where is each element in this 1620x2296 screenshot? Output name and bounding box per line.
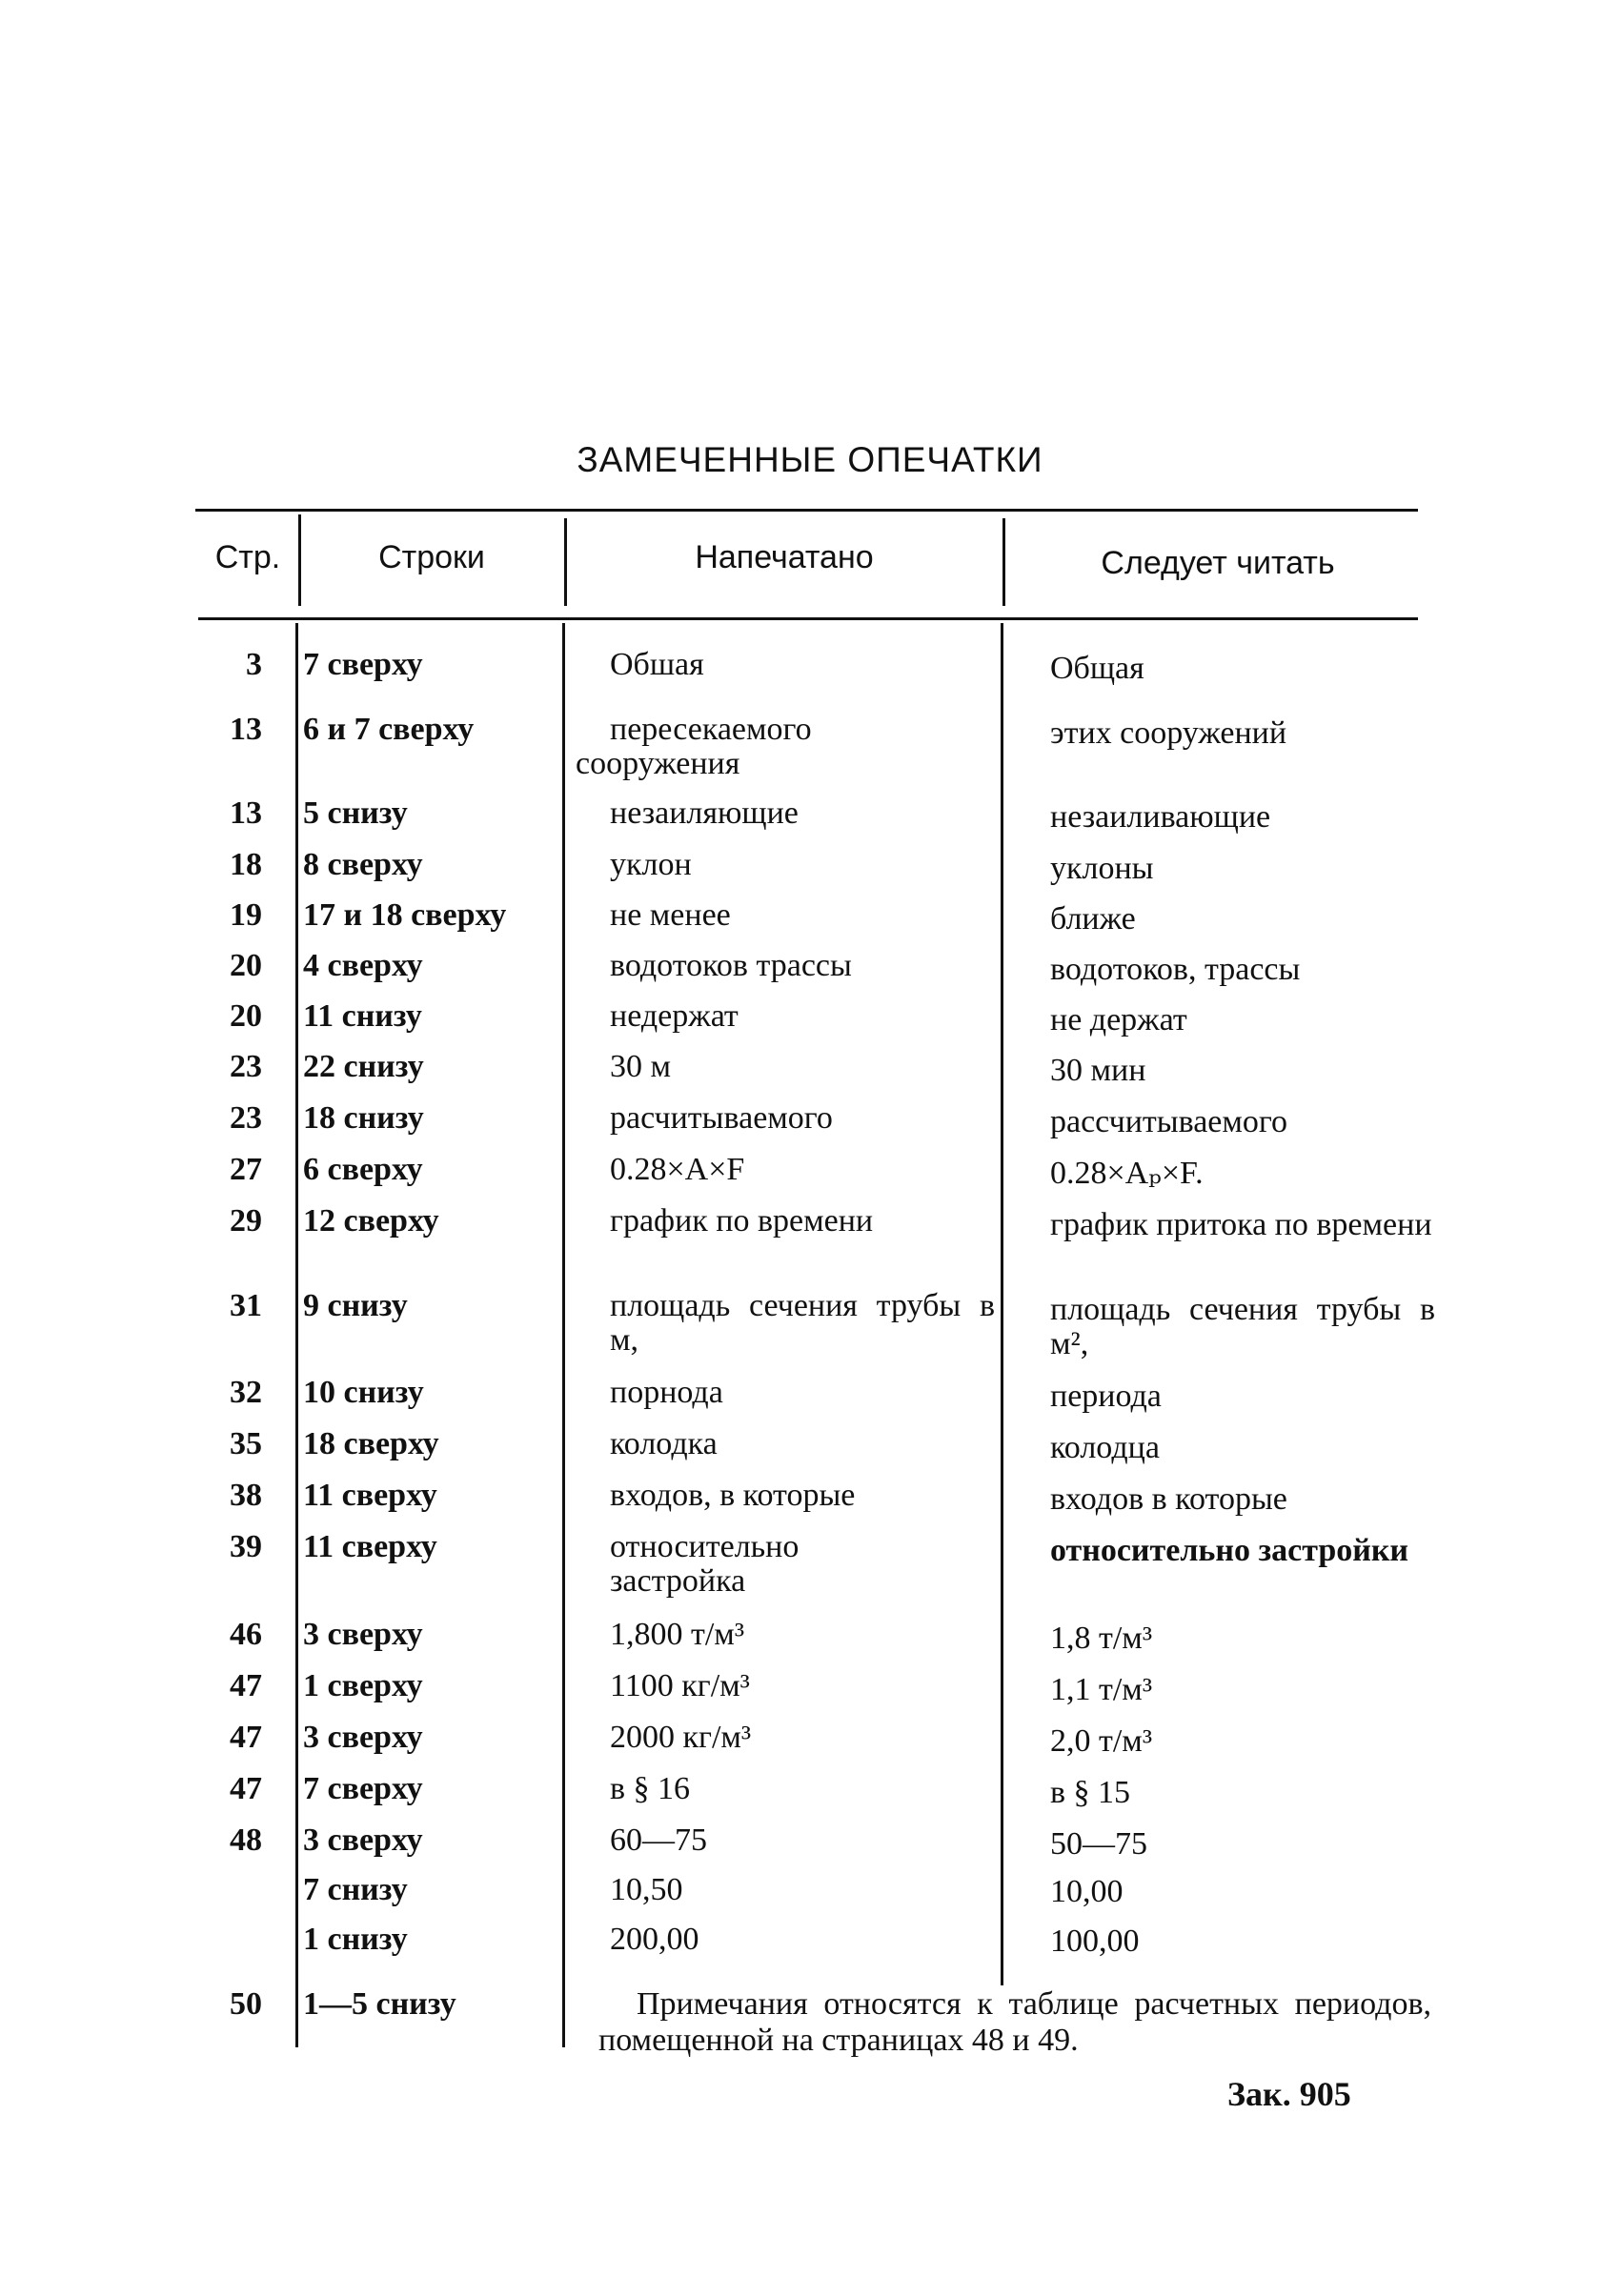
- cell-correct: водотоков, трассы: [1050, 952, 1301, 987]
- cell-page: 50: [230, 1986, 262, 2022]
- cell-printed: площадь сечения трубы в м,: [610, 1288, 995, 1358]
- cell-page: 47: [230, 1771, 262, 1806]
- cell-correct: Общая: [1050, 651, 1144, 686]
- cell-lines: 7 сверху: [303, 647, 423, 682]
- cell-printed: водотоков трассы: [610, 948, 852, 983]
- header-divider-2: [564, 518, 567, 606]
- cell-page: 20: [230, 948, 262, 983]
- cell-lines: 8 сверху: [303, 847, 423, 882]
- cell-lines: 11 снизу: [303, 998, 422, 1034]
- cell-correct: уклоны: [1050, 851, 1154, 886]
- cell-page: 32: [230, 1375, 262, 1410]
- cell-printed: недержат: [610, 998, 739, 1034]
- cell-page: 38: [230, 1478, 262, 1513]
- page-title: ЗАМЕЧЕННЫЕ ОПЕЧАТКИ: [577, 440, 1043, 479]
- cell-page: 35: [230, 1426, 262, 1461]
- header-lines: Строки: [378, 539, 485, 575]
- cell-printed: 0.28×A×F: [610, 1152, 745, 1187]
- cell-page: 47: [230, 1668, 262, 1703]
- header-divider-3: [1002, 518, 1005, 606]
- cell-printed: 200,00: [610, 1922, 699, 1957]
- cell-lines: 7 сверху: [303, 1771, 423, 1806]
- cell-correct: периода: [1050, 1379, 1162, 1414]
- cell-page: 39: [230, 1529, 262, 1564]
- cell-page: 46: [230, 1617, 262, 1652]
- header-correct: Следует читать: [1101, 545, 1335, 581]
- cell-correct: колодца: [1050, 1430, 1160, 1465]
- cell-printed: относительно застройка: [610, 1529, 800, 1599]
- cell-correct: 30 мин: [1050, 1053, 1146, 1088]
- cell-correct: 0.28×Aₚ×F.: [1050, 1156, 1204, 1191]
- cell-page: 13: [230, 712, 262, 747]
- cell-correct: 2,0 т/м³: [1050, 1723, 1153, 1759]
- cell-printed: [576, 713, 995, 781]
- cell-correct: 100,00: [1050, 1923, 1140, 1959]
- cell-printed: 60—75: [610, 1823, 707, 1858]
- cell-lines: 5 снизу: [303, 796, 408, 831]
- cell-lines: 12 сверху: [303, 1203, 439, 1239]
- cell-lines: 17 и 18 сверху: [303, 897, 507, 933]
- cell-page: 31: [230, 1288, 262, 1323]
- cell-correct: рассчитываемого: [1050, 1104, 1287, 1139]
- cell-page: 13: [230, 796, 262, 831]
- table-note: Примечания относятся к таблице расчетных периодов, помещенной на страницах 48 и 49.: [598, 1986, 1431, 2058]
- cell-lines: 10 снизу: [303, 1375, 424, 1410]
- cell-page: 23: [230, 1100, 262, 1136]
- cell-printed: 10,50: [610, 1872, 683, 1907]
- cell-correct: ближе: [1050, 901, 1136, 937]
- cell-lines: 3 сверху: [303, 1720, 423, 1755]
- cell-printed: расчитываемого: [610, 1100, 833, 1136]
- cell-correct: этих сооружений: [1050, 715, 1287, 751]
- cell-lines: 7 снизу: [303, 1872, 408, 1907]
- cell-lines: 18 снизу: [303, 1100, 424, 1136]
- cell-page: 20: [230, 998, 262, 1034]
- cell-lines: 6 сверху: [303, 1152, 423, 1187]
- cell-lines: 18 сверху: [303, 1426, 439, 1461]
- cell-printed: незаиляющие: [610, 796, 799, 831]
- cell-correct: 1,1 т/м³: [1050, 1672, 1153, 1707]
- cell-printed: входов, в которые: [610, 1478, 856, 1513]
- cell-correct: незаиливающие: [1050, 799, 1271, 835]
- cell-correct: входов в которые: [1050, 1481, 1287, 1517]
- cell-printed: порнода: [610, 1375, 723, 1410]
- cell-lines: 4 сверху: [303, 948, 423, 983]
- cell-correct: в § 15: [1050, 1775, 1131, 1810]
- body-divider-2: [562, 623, 565, 2047]
- cell-page: 48: [230, 1823, 262, 1858]
- cell-printed: 30 м: [610, 1049, 672, 1084]
- cell-lines: 6 и 7 сверху: [303, 712, 475, 747]
- cell-printed-line: сооружения: [576, 746, 740, 781]
- cell-lines: 11 сверху: [303, 1478, 437, 1513]
- cell-page: 19: [230, 897, 262, 933]
- cell-lines: 11 сверху: [303, 1529, 437, 1564]
- cell-correct: относительно застройки: [1050, 1533, 1409, 1568]
- cell-printed: колодка: [610, 1426, 718, 1461]
- cell-page: 47: [230, 1720, 262, 1755]
- cell-printed: 2000 кг/м³: [610, 1720, 752, 1755]
- cell-printed: в § 16: [610, 1771, 691, 1806]
- cell-lines: 1 сверху: [303, 1668, 423, 1703]
- cell-lines: 22 снизу: [303, 1049, 424, 1084]
- header-printed: Напечатано: [695, 539, 874, 575]
- cell-printed: не менее: [610, 897, 731, 933]
- cell-printed: 1,800 т/м³: [610, 1617, 745, 1652]
- cell-lines: 3 сверху: [303, 1823, 423, 1858]
- cell-correct: 50—75: [1050, 1826, 1147, 1862]
- header-bottom-rule: [198, 617, 1418, 620]
- cell-printed: уклон: [610, 847, 692, 882]
- cell-page: 23: [230, 1049, 262, 1084]
- cell-correct: не держат: [1050, 1002, 1187, 1037]
- cell-printed: Обшая: [610, 647, 704, 682]
- cell-page: 27: [230, 1152, 262, 1187]
- cell-printed: 1100 кг/м³: [610, 1668, 750, 1703]
- cell-page: 18: [230, 847, 262, 882]
- cell-lines: 3 сверху: [303, 1617, 423, 1652]
- body-divider-3: [1001, 623, 1003, 1985]
- cell-correct: график притока по времени: [1050, 1207, 1432, 1242]
- cell-lines: 1—5 снизу: [303, 1986, 456, 2022]
- cell-lines: 1 снизу: [303, 1922, 408, 1957]
- cell-lines: 9 снизу: [303, 1288, 408, 1323]
- cell-page: 29: [230, 1203, 262, 1239]
- header-divider-1: [298, 514, 301, 606]
- cell-page: 3: [246, 647, 262, 682]
- table-top-rule: [195, 509, 1418, 512]
- header-page: Стр.: [214, 539, 281, 575]
- cell-correct: 10,00: [1050, 1874, 1124, 1909]
- body-divider-1: [295, 623, 298, 2047]
- cell-printed-line: пересекаемого: [610, 712, 812, 747]
- cell-printed: график по времени: [610, 1203, 874, 1239]
- order-number: Зак. 905: [1227, 2075, 1351, 2113]
- cell-correct: площадь сечения трубы в м²,: [1050, 1292, 1435, 1361]
- cell-correct: 1,8 т/м³: [1050, 1621, 1153, 1656]
